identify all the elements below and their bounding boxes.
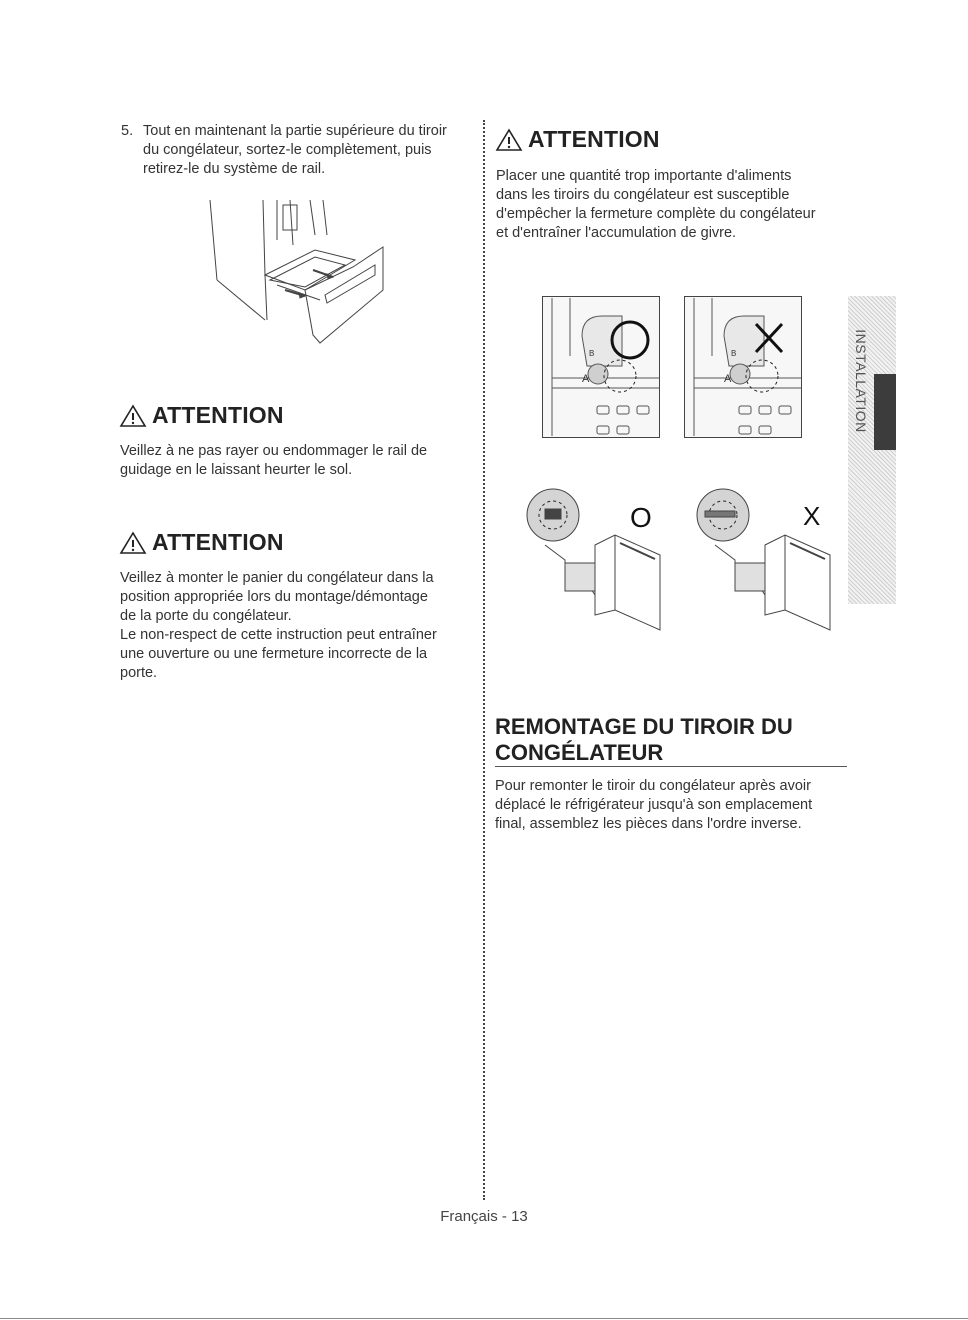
attention-2-text: Veillez à monter le panier du congélateur dans la position appropriée lors du montage/démontage de la porte du congélateur. Le non-respect de cette instruction peut entraîner une ouverture ou une fermeture incorrecte de la porte. bbox=[120, 570, 437, 681]
attention-3-text: Placer une quantité trop importante d'aliments dans les tiroirs du congélateur est susceptible d'empêcher la fermeture complète du congélateur et d'entraîner l'accumulation de givre. bbox=[496, 168, 816, 241]
label-b: B bbox=[589, 349, 595, 358]
attention-label: ATTENTION bbox=[152, 402, 284, 428]
x-mark: X bbox=[803, 501, 821, 531]
label-a: A bbox=[724, 373, 732, 385]
label-b: B bbox=[731, 349, 737, 358]
attention-label: ATTENTION bbox=[528, 126, 660, 152]
warning-icon bbox=[120, 404, 146, 428]
side-tab-marker bbox=[874, 374, 896, 450]
door-correct-figure bbox=[525, 485, 675, 635]
section-title bbox=[495, 714, 793, 766]
attention-heading-1 bbox=[120, 402, 284, 429]
attention-1-text: Veillez à ne pas rayer ou endommager le rail de guidage en le laissant heurter le sol. bbox=[120, 443, 428, 478]
attention-heading-3 bbox=[496, 126, 660, 153]
ok-mark: O bbox=[630, 502, 652, 533]
warning-icon bbox=[120, 531, 146, 555]
basket-correct-figure bbox=[542, 296, 660, 438]
page-footer: Français - 13 bbox=[440, 1208, 528, 1225]
page-bottom-edge bbox=[0, 1318, 968, 1319]
step-5-text: Tout en maintenant la partie supérieure du tiroir du congélateur, sortez-le complètement, puis retirez-le du système de rail. bbox=[143, 123, 447, 177]
section-rule bbox=[495, 766, 847, 767]
section-text: Pour remonter le tiroir du congélateur après avoir déplacé le réfrigérateur jusqu'à son emplacement final, assemblez les pièces dans l'ordre inverse. bbox=[495, 778, 813, 832]
section-title-line-2: CONGÉLATEUR bbox=[495, 740, 664, 765]
door-incorrect-figure bbox=[695, 485, 845, 635]
attention-label: ATTENTION bbox=[152, 529, 284, 555]
warning-icon bbox=[496, 128, 522, 152]
section-title-line-1: REMONTAGE DU TIROIR DU bbox=[495, 714, 793, 739]
side-tab bbox=[848, 296, 896, 604]
label-a: A bbox=[582, 373, 590, 385]
side-tab-label: INSTALLATION bbox=[853, 329, 869, 433]
attention-heading-2 bbox=[120, 529, 284, 556]
step-number: 5. bbox=[121, 123, 134, 139]
column-divider bbox=[483, 120, 485, 1200]
drawer-removal-illustration bbox=[205, 195, 385, 345]
basket-incorrect-figure bbox=[684, 296, 802, 438]
